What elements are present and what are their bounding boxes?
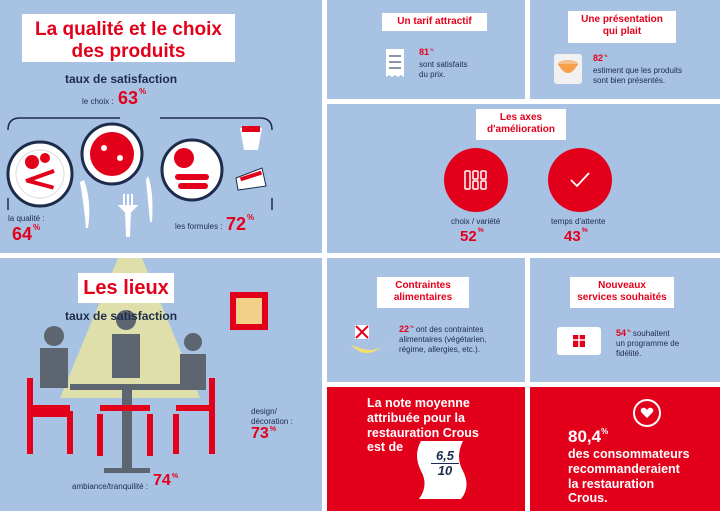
recommend-panel [530, 387, 720, 511]
ambiance-value: 74% [153, 471, 179, 489]
choix-label: le choix : [82, 97, 114, 106]
lieux-title: Les lieux [78, 273, 174, 303]
presentation-value: 82% [593, 52, 608, 63]
plates-illustration [0, 110, 322, 253]
choix-value: 63% [118, 87, 147, 108]
choix-variete-circle [444, 148, 508, 212]
presentation-title: Une présentation qui plait [568, 11, 676, 43]
tarif-title: Un tarif attractif [382, 13, 487, 31]
score-value [427, 449, 463, 479]
recommend-value: 80,4% [568, 427, 609, 446]
presentation-panel [530, 0, 720, 99]
receipt-icon [385, 48, 405, 78]
temps-attente-value: 43% [564, 227, 588, 245]
note-panel [327, 387, 525, 511]
design-value: 73% [251, 424, 277, 442]
formules-label: les formules : [175, 222, 223, 231]
contraintes-title: Contraintes alimentaires [377, 277, 469, 308]
qualite-value: 64% [12, 223, 41, 244]
check-icon [568, 170, 592, 190]
dish-icon [552, 52, 584, 86]
lieux-panel [0, 258, 322, 511]
design-label: design/ décoration : [251, 407, 293, 426]
score-numerator: 6,5 [435, 448, 455, 463]
ambiance-label: ambiance/tranquilité : [72, 482, 149, 491]
tarif-panel [327, 0, 525, 99]
recommend-text: 80,4% des consommateurs recommanderaient la restauration Crous. [568, 427, 690, 506]
presentation-text: estiment que les produits sont bien présentés. [593, 66, 682, 85]
score-denominator: 10 [437, 463, 453, 479]
temps-attente-label: temps d'attente [551, 217, 606, 226]
no-food-icon [349, 319, 391, 361]
services-value: 54% [616, 327, 631, 338]
quality-title-line2: des produits [71, 40, 186, 62]
qualite-label: la qualité : [8, 214, 45, 223]
services-text: 54% souhaitent un programme de fidélité. [616, 327, 680, 359]
quality-panel [0, 0, 322, 253]
contraintes-value: 22% [399, 323, 414, 334]
tarif-text: sont satisfaits du prix. [419, 60, 468, 79]
heart-icon [640, 407, 654, 419]
heart-circle [633, 399, 661, 427]
temps-attente-circle [548, 148, 612, 212]
services-panel [530, 258, 720, 382]
loyalty-card-icon [556, 326, 602, 356]
axes-title: Les axes d'amélioration [476, 109, 566, 140]
choix-variete-label: choix / variété [451, 217, 501, 226]
contraintes-panel [327, 258, 525, 382]
lieux-subtitle: taux de satisfaction [65, 309, 178, 323]
contraintes-text: 22% ont des contraintes alimentaires (végétarien, régime, allergies, etc.). [399, 323, 487, 355]
quality-subtitle: taux de satisfaction [65, 72, 178, 86]
choix-variete-value: 52% [460, 227, 484, 245]
note-text: La note moyenne attribuée pour la restauration Crous est de [367, 396, 479, 455]
axes-panel [327, 104, 720, 253]
services-title: Nouveaux services souhaités [570, 277, 674, 308]
formules-value: 72% [226, 213, 255, 234]
grid-icon [464, 170, 488, 190]
quality-title-line1: La qualité et le choix [35, 19, 222, 40]
tarif-value: 81% [419, 46, 434, 57]
quality-title [22, 14, 235, 62]
